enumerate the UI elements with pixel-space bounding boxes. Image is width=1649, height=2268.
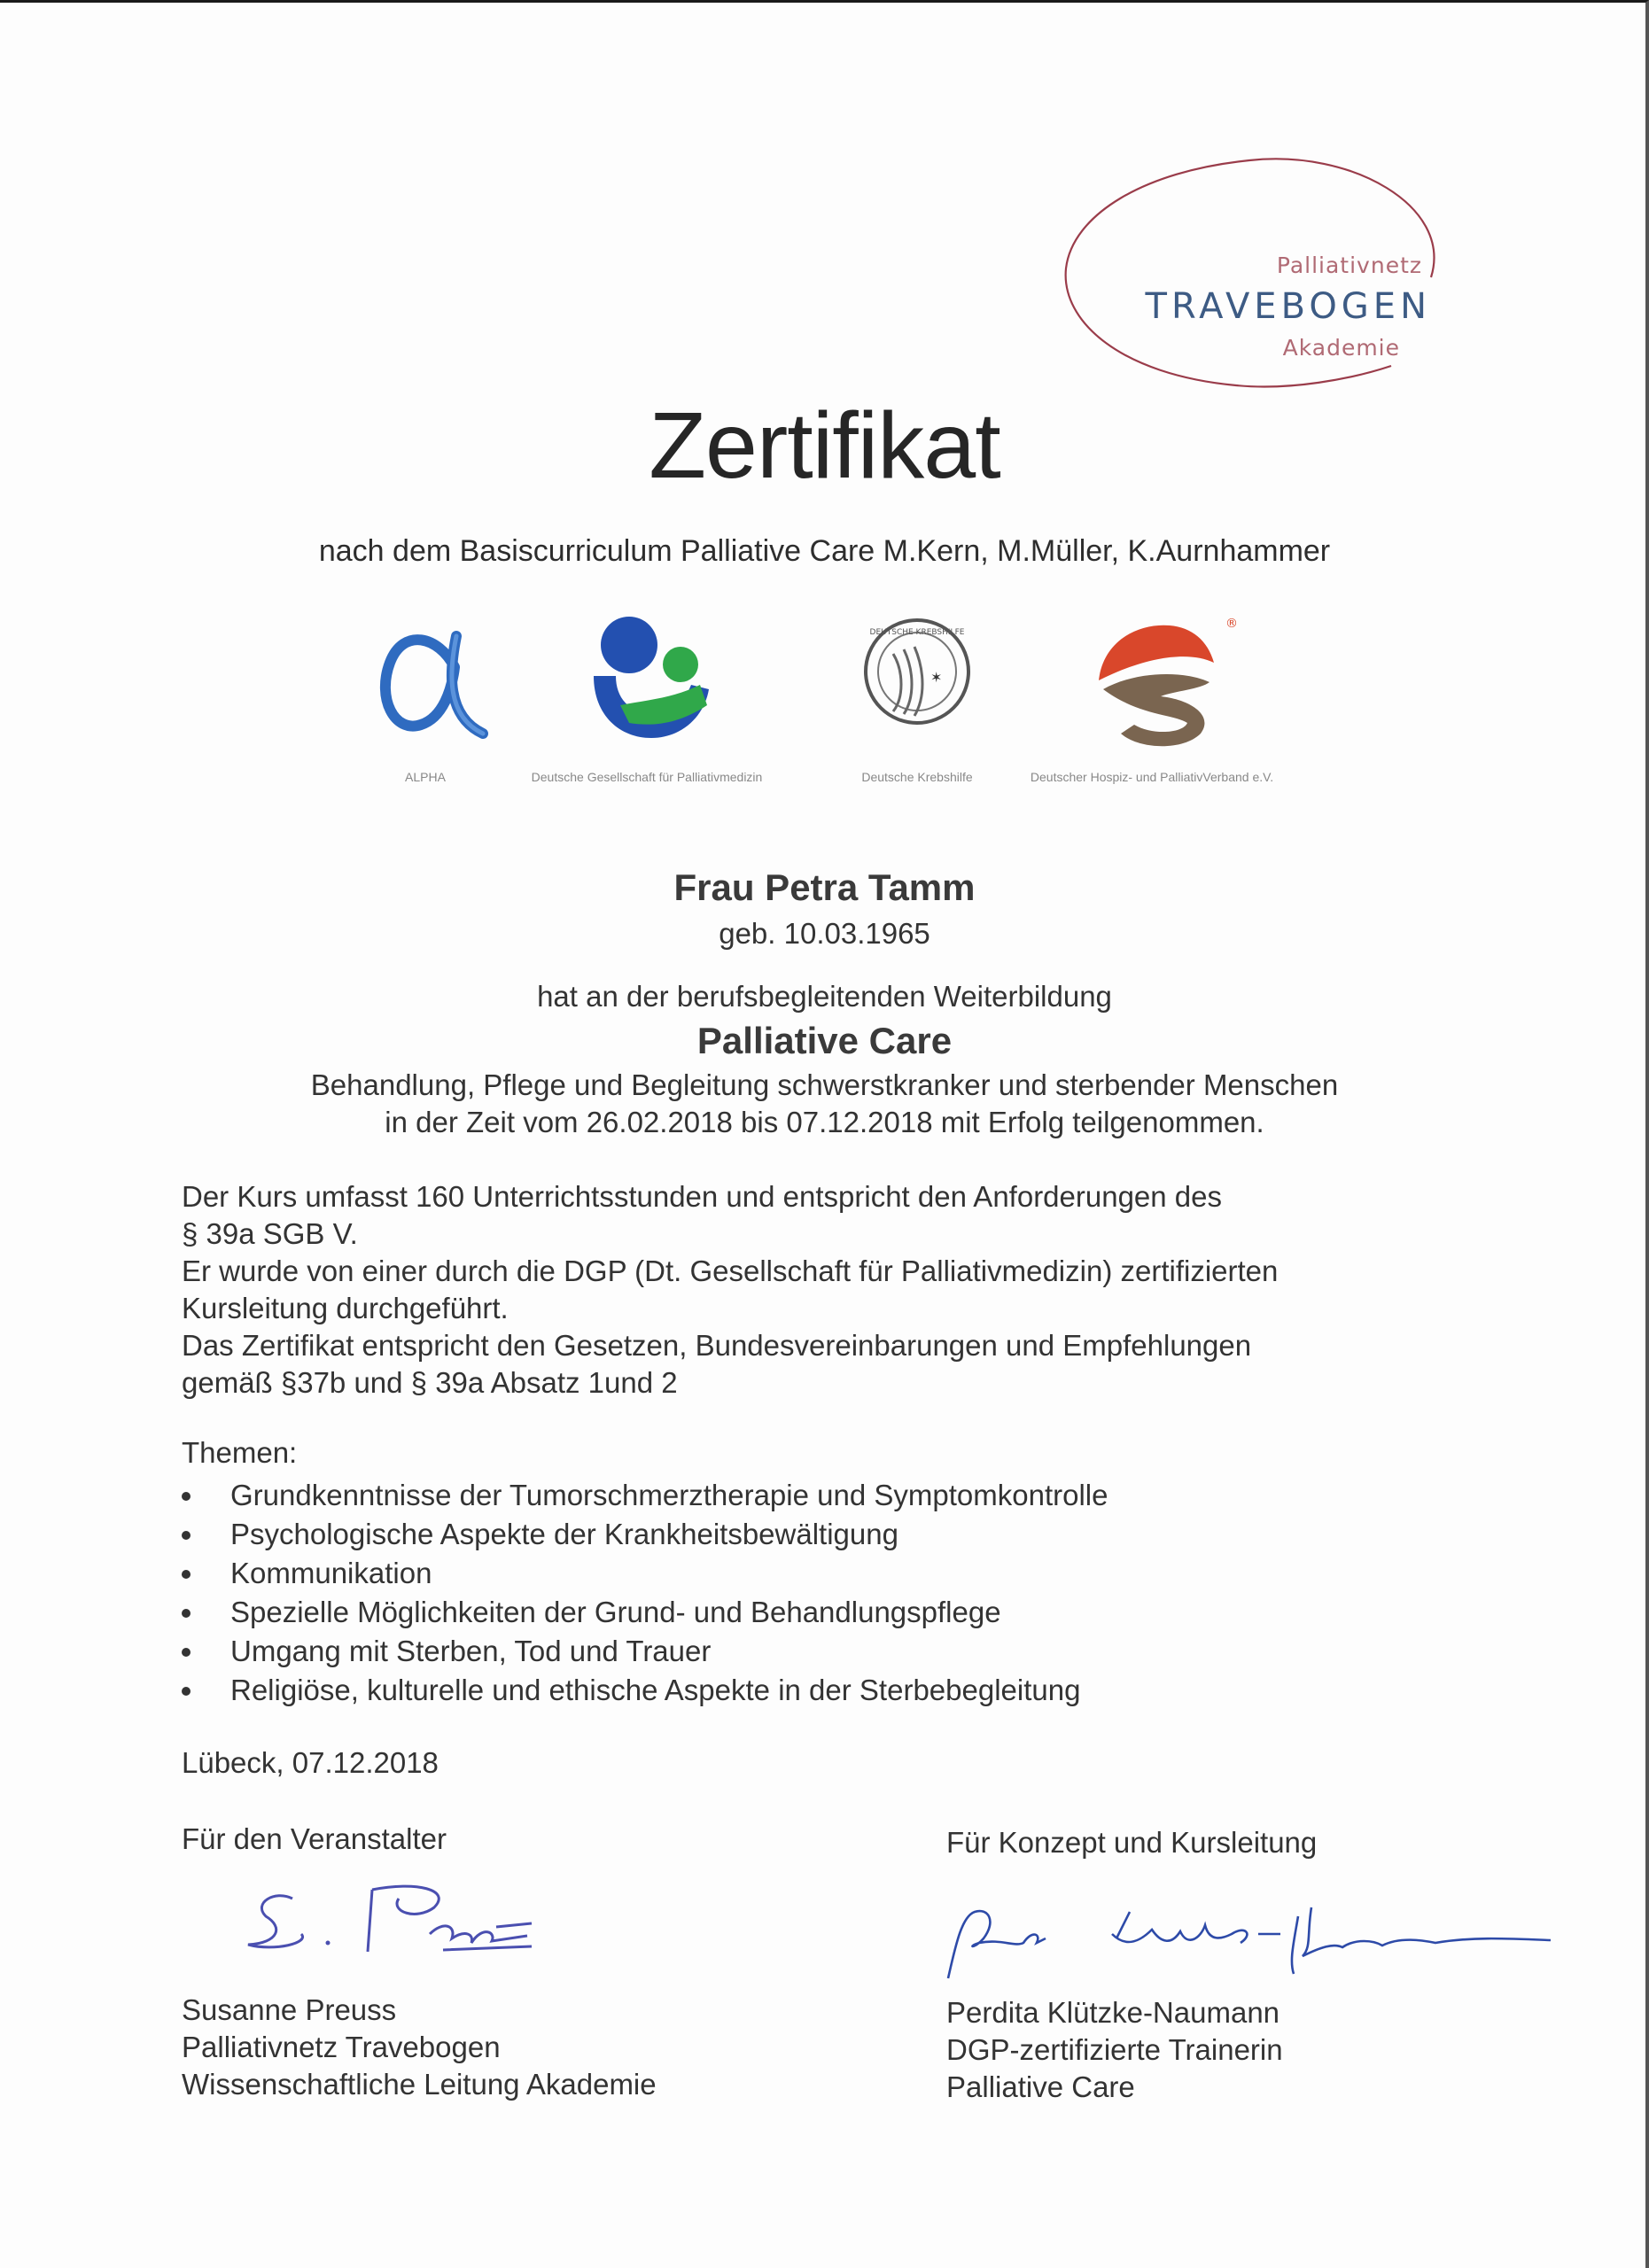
course-lead: hat an der berufsbegleitenden Weiterbildung [537,980,1112,1013]
bullet-icon [182,1609,191,1618]
paragraph-line: gemäß §37b und § 39a Absatz 1und 2 [182,1366,678,1399]
signer-role: Wissenschaftliche Leitung Akademie [182,2068,657,2101]
partner-caption: ALPHA [405,770,446,784]
dhpv-logo-icon [1068,601,1236,760]
topic-item [182,1632,1466,1671]
topic-text: Psychologische Aspekte der Krankheitsbewältigung [230,1518,898,1550]
brand-line-travebogen: TRAVEBOGEN [1145,286,1431,327]
brand-line-akademie: Akademie [1282,335,1400,361]
bullet-icon [182,1687,191,1696]
paragraph-line: § 39a SGB V. [182,1217,358,1250]
bullet-icon [182,1531,191,1540]
topic-text: Umgang mit Sterben, Tod und Trauer [230,1635,712,1667]
topic-item [182,1515,1466,1554]
paragraph-hours [182,1178,1511,1253]
organizer-signature-block [182,1992,657,2103]
topic-text: Grundkenntnisse der Tumorschmerztherapie und Symptomkontrolle [230,1479,1108,1511]
course-lead-label: Für Konzept und Kursleitung [946,1826,1318,1859]
dgp-logo-icon [567,601,727,760]
paragraph-law [182,1327,1511,1402]
paragraph-line: Kursleitung durchgeführt. [182,1292,509,1324]
partner-caption: Deutscher Hospiz- und PalliativVerband e.V. [1030,770,1274,784]
topic-item [182,1671,1466,1710]
bullet-icon [182,1648,191,1657]
course-name: Palliative Care [696,1020,953,1061]
partner-krebshilfe [793,601,1041,822]
topic-text: Spezielle Möglichkeiten der Grund- und Behandlungspflege [230,1596,1001,1628]
paragraph-line: Der Kurs umfasst 160 Unterrichtsstunden und entspricht den Anforderungen des [182,1180,1223,1213]
signer-subject: Palliative Care [946,2070,1135,2103]
brand-line-palliativnetz: Palliativnetz [1276,252,1422,278]
bullet-icon [182,1492,191,1501]
topics-list [182,1476,1466,1710]
partner-dgp [523,601,771,822]
topic-text: Kommunikation [230,1557,432,1589]
recipient-name: Frau Petra Tamm [673,866,976,908]
travebogen-logo [1059,153,1449,392]
place-date: Lübeck, 07.12.2018 [182,1746,439,1779]
paragraph-line: Das Zertifikat entspricht den Gesetzen, Bundesvereinbarungen und Empfehlungen [182,1329,1252,1362]
topic-text: Religiöse, kulturelle und ethische Aspekte in der Sterbebegleitung [230,1674,1081,1706]
signature-kluetzke-naumann [939,1894,1560,1996]
krebshilfe-ring-text: DEUTSCHE KREBSHILFE [869,628,965,637]
partner-dhpv [1028,601,1276,822]
signer-name: Perdita Klützke-Naumann [946,1996,1280,2029]
topics-heading: Themen: [182,1436,298,1469]
paragraph-line: Er wurde von einer durch die DGP (Dt. Gesellschaft für Palliativmedizin) zertifizierten [182,1254,1279,1287]
organizer-label: Für den Veranstalter [182,1822,447,1855]
svg-text:✶: ✶ [930,669,943,686]
partner-caption: Deutsche Gesellschaft für Palliativmedizin [531,770,763,784]
alpha-logo-icon [350,601,501,760]
partner-caption: Deutsche Krebshilfe [861,770,973,784]
certificate-title: Zertifikat [649,393,1000,498]
topic-item [182,1554,1466,1593]
signer-role: DGP-zertifizierte Trainerin [946,2033,1283,2066]
bullet-icon [182,1570,191,1579]
topic-item [182,1593,1466,1632]
krebshilfe-logo-icon [851,601,984,760]
registered-mark: ® [1225,617,1238,631]
paragraph-dgp [182,1253,1511,1327]
course-period: in der Zeit vom 26.02.2018 bis 07.12.2018 mit Erfolg teilgenommen. [385,1106,1264,1138]
course-description: Behandlung, Pflege und Begleitung schwerstkranker und sterbender Menschen [310,1068,1339,1101]
signer-name: Susanne Preuss [182,1993,397,2026]
trainer-signature-block [946,1994,1283,2106]
signer-organization: Palliativnetz Travebogen [182,2031,501,2063]
signature-preuss [239,1872,541,1974]
certificate-subtitle: nach dem Basiscurriculum Palliative Care M.Kern, M.Müller, K.Aurnhammer [318,534,1331,568]
recipient-dob: geb. 10.03.1965 [719,917,930,950]
topic-item [182,1476,1466,1515]
partner-alpha [301,601,549,822]
